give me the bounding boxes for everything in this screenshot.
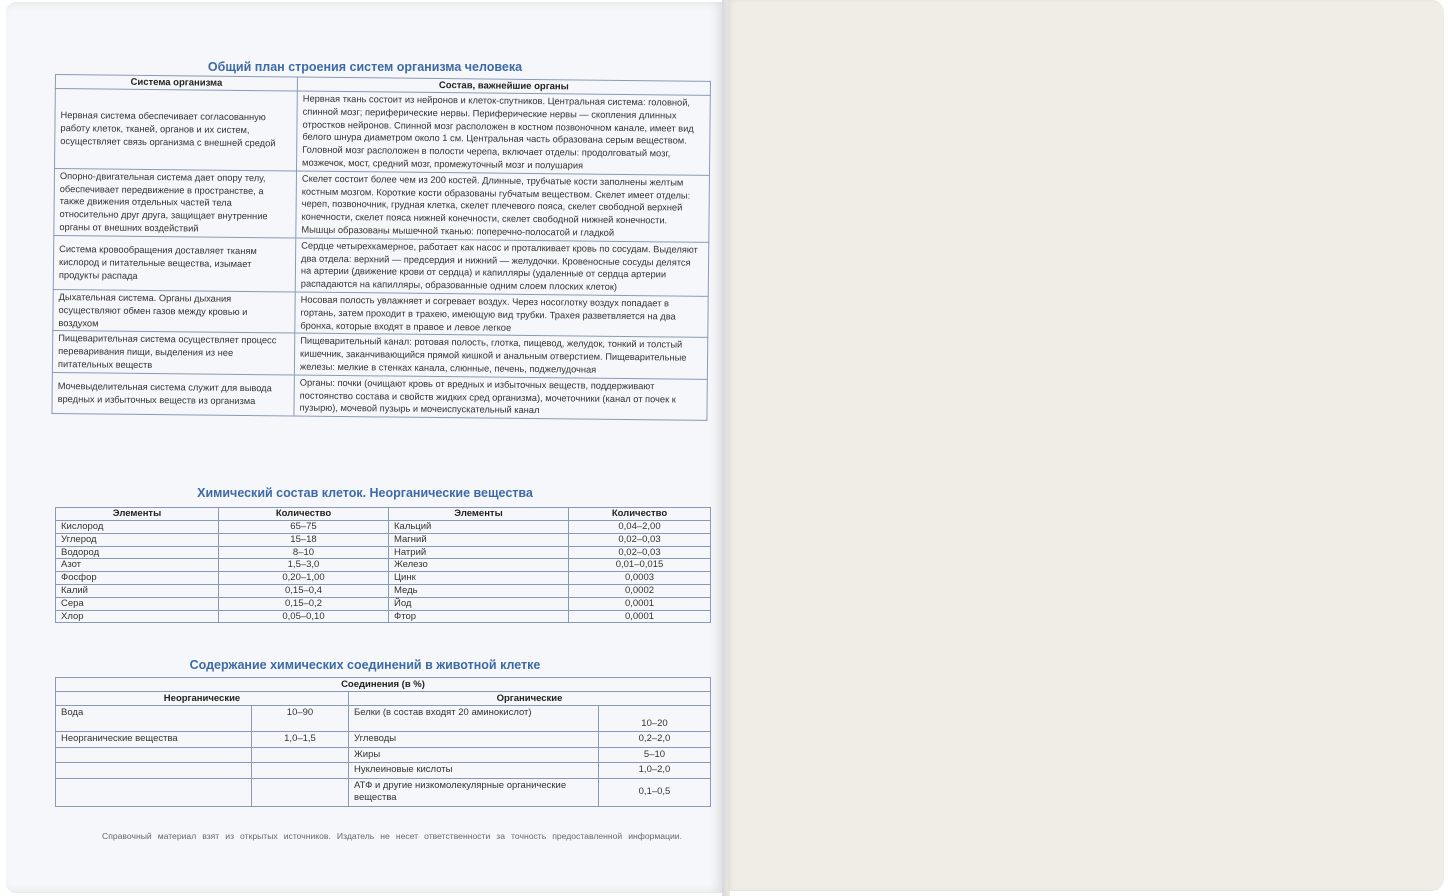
table-row <box>56 584 711 597</box>
body-systems-table <box>51 74 711 421</box>
table-row <box>52 331 707 379</box>
element-amount: 15–18 <box>219 533 389 546</box>
elements-table <box>55 507 711 623</box>
organic-amount: 5–10 <box>599 747 711 763</box>
compounds-header-row <box>56 678 711 692</box>
system-cell: Система кровообращения доставляет тканям кислород и питательные вещества, изымает продукты распада <box>53 235 296 292</box>
organic-amount: 0,2–2,0 <box>599 732 711 748</box>
compounds-table <box>55 677 711 807</box>
element-amount: 1,5–3,0 <box>219 559 389 572</box>
table-row <box>52 372 707 420</box>
inorganic-amount: 1,0–1,5 <box>252 732 349 748</box>
element-amount: 8–10 <box>219 546 389 559</box>
system-cell: Пищеварительная система осуществляет процесс переваривания пищи, выделения из нее питательных веществ <box>52 331 294 375</box>
element-name: Фосфор <box>56 572 219 585</box>
header-inorganic: Неорганические <box>56 692 349 706</box>
element-name: Кислород <box>56 521 219 534</box>
element-name: Фтор <box>389 610 569 623</box>
table-row <box>56 763 711 779</box>
table-row <box>53 289 708 337</box>
element-amount: 0,01–0,015 <box>569 559 711 572</box>
table-row <box>53 235 709 296</box>
table-row <box>56 572 711 585</box>
organic-amount: 1,0–2,0 <box>599 763 711 779</box>
table-row <box>56 533 711 546</box>
blank-page <box>728 0 1444 891</box>
organic-name: Нуклеиновые кислоты <box>349 763 599 779</box>
organs-cell: Нервная ткань состоит из нейронов и клеток-спутников. Центральная система: головной, спинной мозг; периферические нервы. Периферические нервы — скопления длинных отростков нейронов. Спинной мозг расположен в костном позвоночном канале, имеет вид белого шнура диаметром около 1 см. Центральная часть образована серым веществом. Головной мозг расположен в полости черепа, включает отделы: продолговатый мозг, мозжечок, мост, средний мозг, промежуточный мозг и полушария <box>296 91 710 175</box>
compounds-subheader-row <box>56 692 711 706</box>
inorganic-amount: 10–90 <box>252 706 349 732</box>
element-name: Медь <box>389 584 569 597</box>
element-name: Калий <box>56 584 219 597</box>
element-name: Хлор <box>56 610 219 623</box>
header-compounds: Соединения (в %) <box>56 678 711 692</box>
element-amount: 0,0001 <box>569 597 711 610</box>
table-row <box>56 521 711 534</box>
organs-cell: Сердце четырехкамерное, работает как насос и проталкивает кровь по сосудам. Выделяют два отдела: верхний — предсердия и нижний — желудочки. Кровеносные сосуды делятся на артерии (движение крови от сердца) и капилляры (удаленные от сердца артерии распадаются на капилляры, образованные одним слоем плоских клеток) <box>295 238 709 297</box>
system-cell: Дыхательная система. Органы дыхания осуществляют обмен газов между кровью и воздухом <box>53 289 295 333</box>
element-name: Йод <box>389 597 569 610</box>
element-amount: 0,0003 <box>569 572 711 585</box>
element-name: Азот <box>56 559 219 572</box>
table-row <box>56 597 711 610</box>
table-row <box>56 732 711 748</box>
element-amount: 65–75 <box>219 521 389 534</box>
inorganic-amount <box>252 747 349 763</box>
organs-cell: Скелет состоит более чем из 200 костей. Длинные, трубчатые кости заполнены желтым костным мозгом. Короткие кости образованы губчатым веществом. Скелет имеет отделы: череп, позвоночник, грудная клетка, скелет плечевого пояса, скелет свободной верхней конечности, скелет пояса нижней конечности, скелет свободной нижней конечности. Мышцы образованы мышечной тканью: поперечно-полосатой и гладкой <box>296 171 710 242</box>
inorganic-name <box>56 778 252 806</box>
inorganic-name <box>56 763 252 779</box>
elements-header-row <box>56 508 711 521</box>
table-row <box>56 559 711 572</box>
organic-name: Углеводы <box>349 732 599 748</box>
elements-title: Химический состав клеток. Неорганические вещества <box>197 486 533 500</box>
element-amount: 0,15–0,4 <box>219 584 389 597</box>
header-amount-1: Количество <box>219 508 389 521</box>
organs-cell: Пищеварительный канал: ротовая полость, глотка, пищевод, желудок, тонкий и толстый кишечник, заканчивающийся прямой кишкой и анальным отверстием. Пищеварительные железы: мелкие в стенках канала, слюнные, печень, поджелудочная <box>294 333 707 379</box>
element-name: Водород <box>56 546 219 559</box>
inorganic-name: Вода <box>56 706 252 732</box>
element-name: Магний <box>389 533 569 546</box>
element-amount: 0,04–2,00 <box>569 521 711 534</box>
organic-name: АТФ и другие низкомолекулярные органические вещества <box>349 778 599 806</box>
table-row <box>56 747 711 763</box>
element-name: Углерод <box>56 533 219 546</box>
organic-name: Белки (в состав входят 20 аминокислот) <box>349 706 599 732</box>
systems-title: Общий план строения систем организма человека <box>207 60 523 74</box>
inorganic-name: Неорганические вещества <box>56 732 252 748</box>
system-cell: Опорно-двигательная система дает опору телу, обеспечивает передвижение в пространстве, а также движения отдельных частей тела относительно друг друга, защищает внутренние органы от внешних воздействий <box>54 168 297 238</box>
system-cell: Нервная система обеспечивает согласованную работу клеток, тканей, органов и их систем, осуществляет связь организма с внешней средой <box>55 89 298 171</box>
element-name: Кальций <box>389 521 569 534</box>
organic-amount: 0,1–0,5 <box>599 778 711 806</box>
organic-amount: 10–20 <box>599 706 711 732</box>
element-name: Цинк <box>389 572 569 585</box>
element-amount: 0,20–1,00 <box>219 572 389 585</box>
reference-page <box>6 2 724 893</box>
system-cell: Мочевыделительная система служит для вывода вредных и избыточных веществ из организма <box>52 372 294 416</box>
disclaimer-note: Справочный материал взят из открытых источников. Издатель не несет ответственности за точность предоставленной информации. <box>102 831 682 841</box>
table-row <box>56 610 711 623</box>
compounds-title: Содержание химических соединений в животной клетке <box>189 658 541 672</box>
table-row <box>55 89 711 176</box>
header-organic: Органические <box>349 692 711 706</box>
element-amount: 0,02–0,03 <box>569 533 711 546</box>
organic-name: Жиры <box>349 747 599 763</box>
table-row <box>54 168 710 242</box>
table-row <box>56 706 711 732</box>
element-amount: 0,0002 <box>569 584 711 597</box>
table-row <box>56 546 711 559</box>
inorganic-name <box>56 747 252 763</box>
table-row <box>56 778 711 806</box>
element-amount: 0,05–0,10 <box>219 610 389 623</box>
header-elements-2: Элементы <box>389 508 569 521</box>
header-organs: Состав, важнейшие органы <box>297 77 710 95</box>
element-amount: 0,0001 <box>569 610 711 623</box>
header-system: Система организма <box>55 75 297 92</box>
inorganic-amount <box>252 778 349 806</box>
element-amount: 0,02–0,03 <box>569 546 711 559</box>
header-elements-1: Элементы <box>56 508 219 521</box>
organs-cell: Носовая полость увлажняет и согревает воздух. Через носоглотку воздух попадает в гортань, затем проходит в трахею, имеющую вид трубки. Трахея разветвляется на два бронха, которые входят в правое и левое легкое <box>295 292 708 338</box>
header-amount-2: Количество <box>569 508 711 521</box>
element-amount: 0,15–0,2 <box>219 597 389 610</box>
inorganic-amount <box>252 763 349 779</box>
organs-cell: Органы: почки (очищают кровь от вредных и избыточных веществ, поддерживают постоянство состава и свойств жидких сред организма), мочеточники (канал от почек к пузырю), мочевой пузырь и мочеиспускательный канал <box>294 375 707 421</box>
element-name: Железо <box>389 559 569 572</box>
element-name: Натрий <box>389 546 569 559</box>
element-name: Сера <box>56 597 219 610</box>
